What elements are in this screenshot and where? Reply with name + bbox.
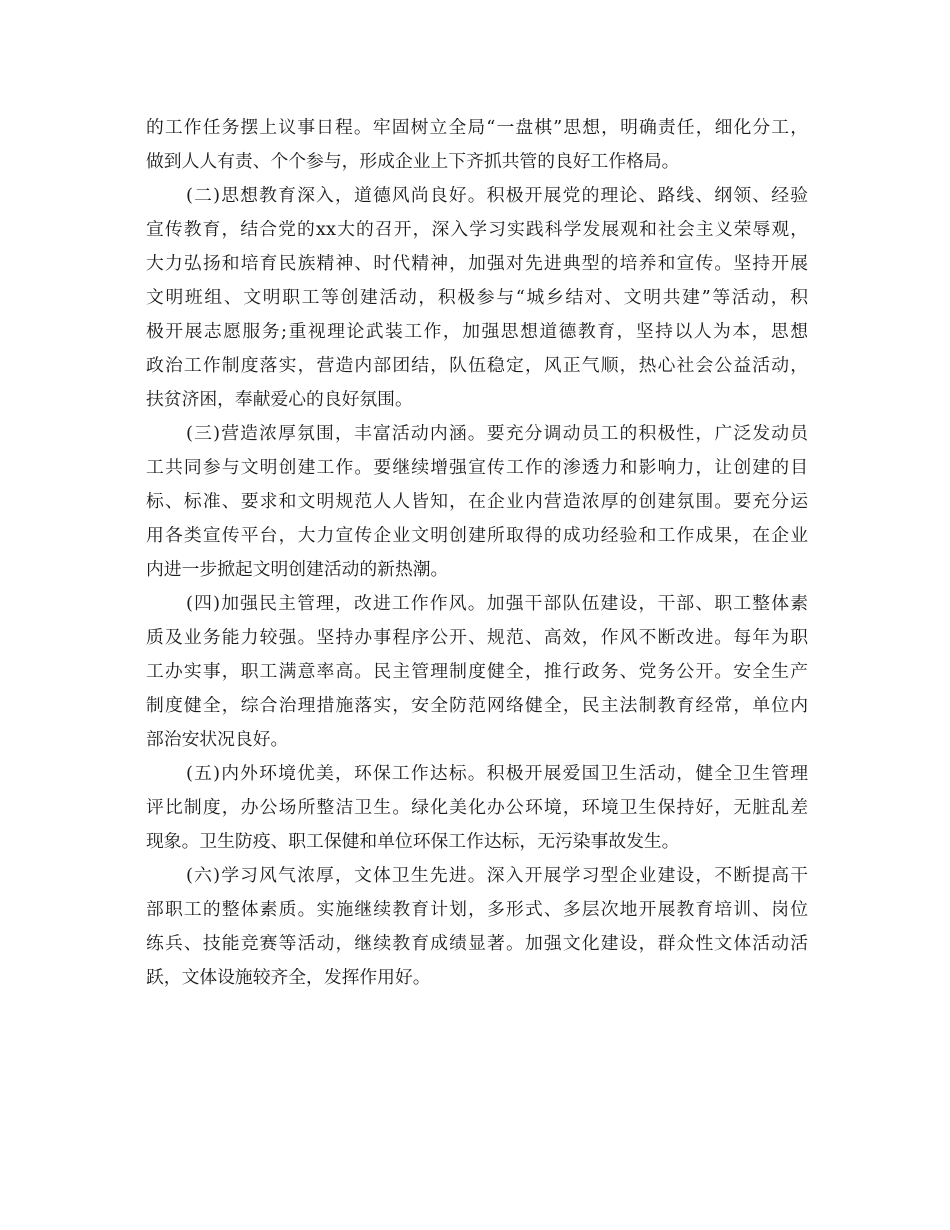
text-line: 扶贫济困，奉献爱心的良好氛围。	[146, 389, 413, 410]
text-line: (四)加强民主管理，改进工作作风。加强干部队伍建设，干部、职工整体素	[186, 593, 808, 614]
text-line: 练兵、技能竞赛等活动，继续教育成绩显著。加强文化建设，群众性文体活动活	[146, 933, 808, 954]
text-line: 宣传教育，结合党的xx大的召开，深入学习实践科学发展观和社会主义荣辱观，	[146, 219, 808, 240]
paragraph	[146, 111, 808, 179]
text-line: (六)学习风气浓厚，文体卫生先进。深入开展学习型企业建设，不断提高干	[186, 865, 808, 886]
text-line: (三)营造浓厚氛围，丰富活动内涵。要充分调动员工的积极性，广泛发动员	[186, 423, 808, 444]
text-line: 用各类宣传平台，大力宣传企业文明创建所取得的成功经验和工作成果，在企业	[146, 525, 808, 546]
text-line: 制度健全，综合治理措施落实，安全防范网络健全，民主法制教育经常，单位内	[146, 695, 808, 716]
text-line: (五)内外环境优美，环保工作达标。积极开展爱国卫生活动，健全卫生管理	[186, 763, 808, 784]
text-line: 大力弘扬和培育民族精神、时代精神，加强对先进典型的培养和宣传。坚持开展	[146, 253, 808, 274]
text-line: 政治工作制度落实，营造内部团结，队伍稳定，风正气顺，热心社会公益活动，	[146, 355, 808, 376]
text-line: 标、标准、要求和文明规范人人皆知，在企业内营造浓厚的创建氛围。要充分运	[146, 491, 808, 512]
text-line: 现象。卫生防疫、职工保健和单位环保工作达标，无污染事故发生。	[146, 831, 680, 852]
text-line: 工共同参与文明创建工作。要继续增强宣传工作的渗透力和影响力，让创建的目	[146, 457, 808, 478]
paragraph	[146, 179, 808, 417]
text-line: 工办实事，职工满意率高。民主管理制度健全，推行政务、党务公开。安全生产	[146, 661, 808, 682]
text-line: 文明班组、文明职工等创建活动，积极参与“城乡结对、文明共建”等活动，积	[146, 287, 808, 308]
paragraph	[146, 587, 808, 757]
text-line: 质及业务能力较强。坚持办事程序公开、规范、高效，作风不断改进。每年为职	[146, 627, 808, 648]
text-line: 做到人人有责、个个参与，形成企业上下齐抓共管的良好工作格局。	[146, 151, 680, 172]
paragraph	[146, 757, 808, 859]
text-line: 部职工的整体素质。实施继续教育计划，多形式、多层次地开展教育培训、岗位	[146, 899, 808, 920]
text-line: 的工作任务摆上议事日程。牢固树立全局“一盘棋”思想，明确责任，细化分工，	[146, 117, 808, 138]
text-line: 评比制度，办公场所整洁卫生。绿化美化办公环境，环境卫生保持好，无脏乱差	[146, 797, 808, 818]
text-line: 极开展志愿服务;重视理论武装工作，加强思想道德教育，坚持以人为本，思想	[146, 321, 808, 342]
paragraph	[146, 859, 808, 995]
paragraph	[146, 417, 808, 587]
document-body	[146, 111, 808, 995]
text-line: 部治安状况良好。	[146, 729, 289, 750]
text-line: 跃，文体设施较齐全，发挥作用好。	[146, 967, 431, 988]
text-line: 内进一步掀起文明创建活动的新热潮。	[146, 559, 449, 580]
text-line: (二)思想教育深入，道德风尚良好。积极开展党的理论、路线、纲领、经验	[186, 185, 808, 206]
